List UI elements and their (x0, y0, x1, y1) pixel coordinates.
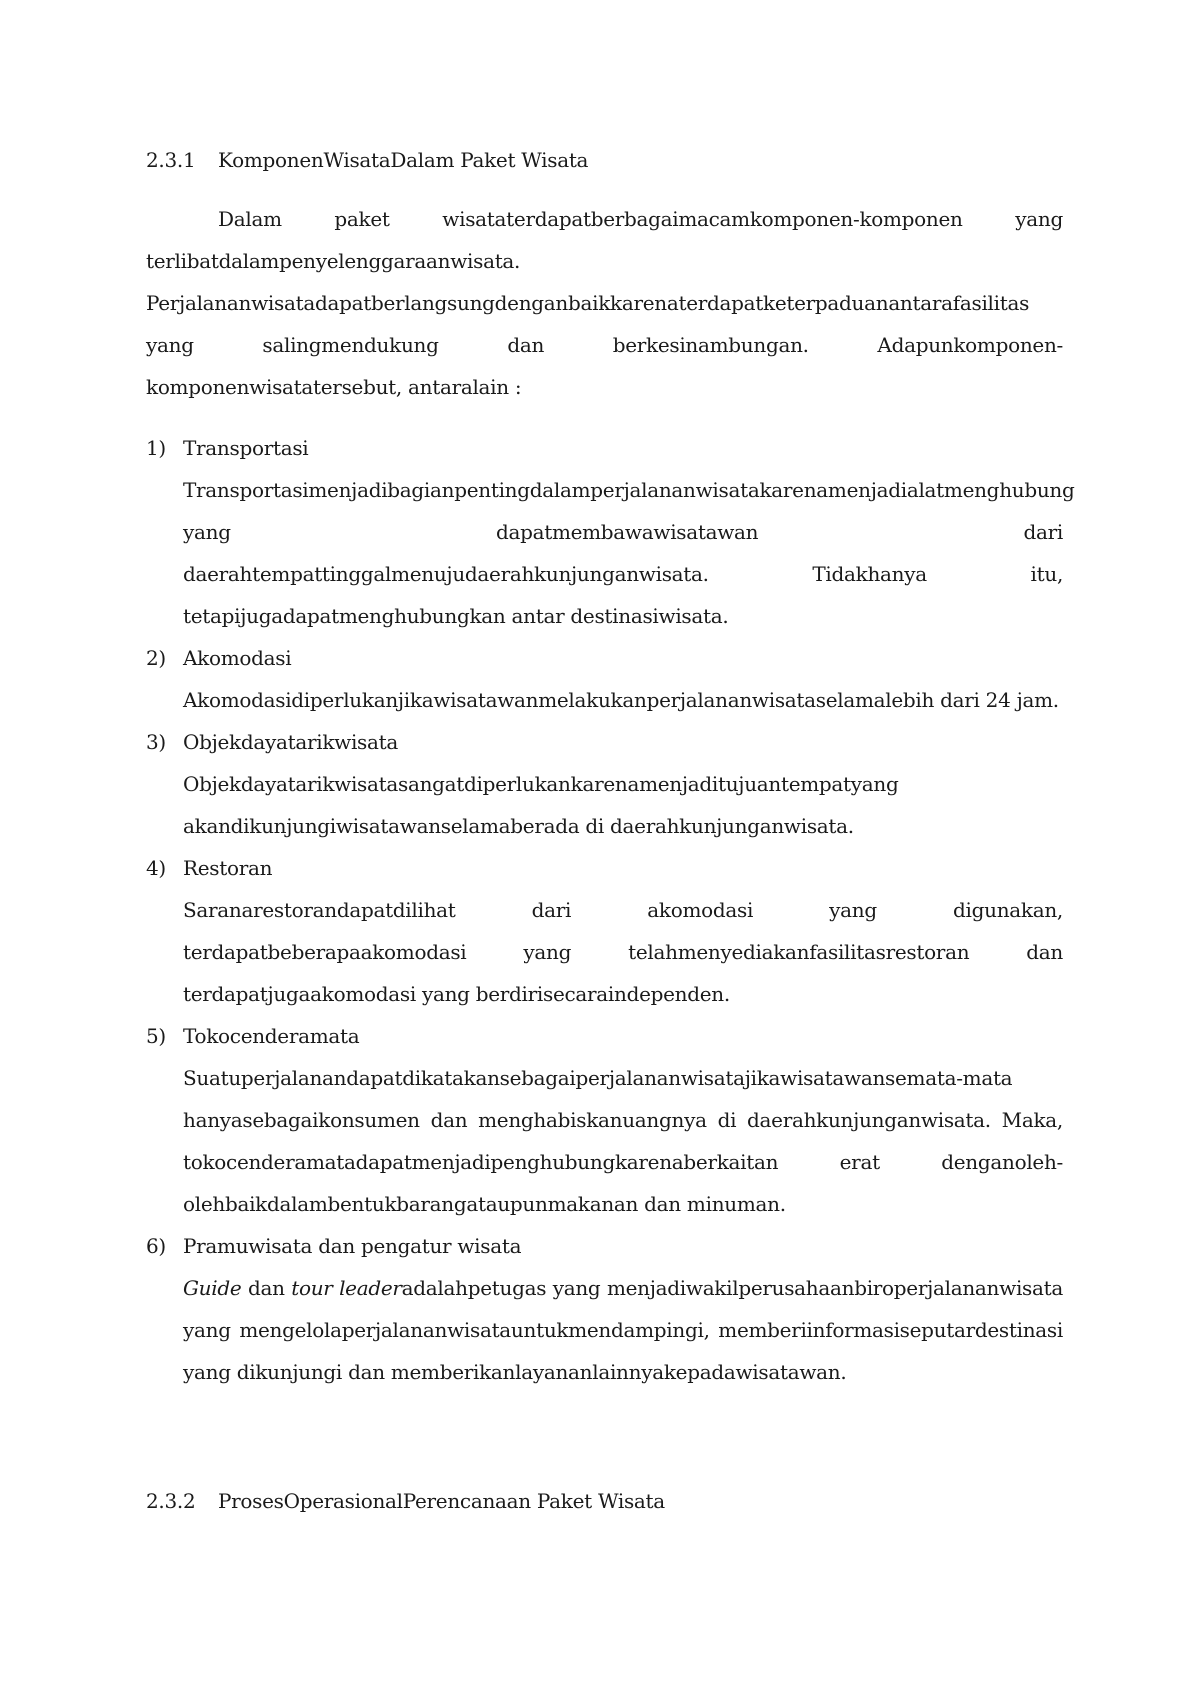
item-description: Suatuperjalanandapatdikatakansebagaiperjalananwisatajikawisatawansemata-mata hanyasebagaikonsumen dan menghabiskanuangnya di daerahkunjunganwisata. Maka, tokocenderamatadapatmenjadipenghubungkarenaberkaitan erat denganoleh-olehbaikdalambentukbarangataupunmakanan dan minuman. (183, 1066, 1063, 1216)
item-title: Pramuwisata dan pengatur wisata (183, 1234, 522, 1258)
item-description: Akomodasidiperlukanjikawisatawanmelakukanperjalananwisataselamalebih dari 24 jam. (183, 688, 1059, 712)
section-title: KomponenWisataDalam Paket Wisata (218, 148, 589, 172)
intro-text: Dalam paket wisataterdapatberbagaimacamkomponen-komponen yang terlibatdalampenyelenggaraanwisata. Perjalananwisatadapatberlangsungdenganbaikkarenaterdapatketerpaduanantarafasilitas yang salingmendukung dan berkesinambungan. Adapunkomponen-komponenwisatatersebut, antaralain : (146, 207, 1063, 399)
item-title: Restoran (183, 856, 273, 880)
list-item-restoran (146, 847, 1063, 1015)
italic-term-guide: Guide (183, 1276, 242, 1300)
list-item-tokocenderamata (146, 1015, 1063, 1225)
list-marker: 5) (146, 1024, 166, 1048)
item-description: Saranarestorandapatdilihat dari akomodasi yang digunakan, terdapatbeberapaakomodasi yang telahmenyediakanfasilitasrestoran dan terdapatjugaakomodasi yang berdirisecaraindependen. (183, 898, 1063, 1006)
connector-text: dan (241, 1276, 292, 1300)
list-item-transportasi (146, 427, 1075, 637)
components-list (146, 427, 1075, 1393)
section-title: ProsesOperasionalPerencanaan Paket Wisata (218, 1489, 665, 1513)
intro-paragraph (146, 198, 1063, 408)
list-item-pramuwisata (146, 1225, 1063, 1393)
list-item-objek-daya-tarik (146, 721, 1063, 847)
item-description (183, 1267, 1063, 1393)
section-number: 2.3.2 (146, 1489, 196, 1513)
list-marker: 2) (146, 646, 166, 670)
section-number: 2.3.1 (146, 148, 196, 172)
item-title: Tokocenderamata (183, 1024, 360, 1048)
section-heading-2-3-1 (146, 147, 588, 173)
list-marker: 4) (146, 856, 166, 880)
section-heading-2-3-2 (146, 1488, 665, 1514)
item-title: Akomodasi (183, 646, 292, 670)
item-description: Transportasimenjadibagianpentingdalamperjalananwisatakarenamenjadialatmenghubung yang dapatmembawawisatawan dari daerahtempattinggalmenujudaerahkunjunganwisata. Tidakhanya itu, tetapijugadapatmenghubungkan antar destinasiwisata. (183, 478, 1075, 628)
list-marker: 1) (146, 436, 166, 460)
list-marker: 6) (146, 1234, 166, 1258)
item-title: Transportasi (183, 436, 309, 460)
item-description: Objekdayatarikwisatasangatdiperlukankarenamenjaditujuantempatyang akandikunjungiwisatawanselamaberada di daerahkunjunganwisata. (183, 772, 899, 838)
item-title: Objekdayatarikwisata (183, 730, 399, 754)
list-marker: 3) (146, 730, 166, 754)
description-rest: adalahpetugas yang menjadiwakilperusahaanbiroperjalananwisata yang mengelolaperjalananwisatauntukmendampingi, memberiinformasiseputardestinasi yang dikunjungi dan memberikanlayananlainnyakepadawisatawan. (183, 1276, 1063, 1384)
italic-term-tour-leader: tour leader (291, 1276, 402, 1300)
list-item-akomodasi (146, 637, 1063, 721)
